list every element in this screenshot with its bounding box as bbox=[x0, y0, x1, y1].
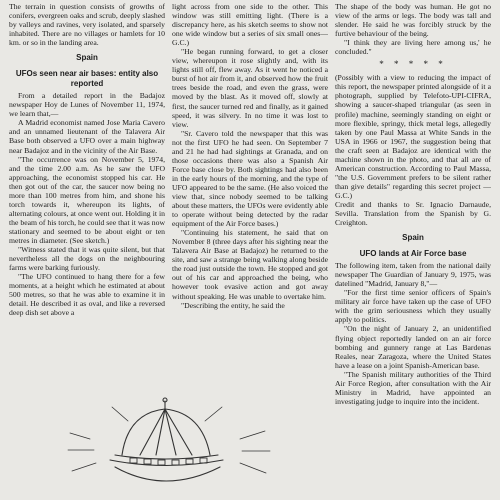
paragraph: (Possibly with a view to reducing the impact of this report, the newspaper printed alongside of it a photograph, supplied by Telefoto-UPI-CIFRA, showing a saucer-shaped triangular (as seen in profile) machine, seemingly standing on eight or more flexible, springy, thick metal legs, allegedly taken by one Paul Massa at White Sands in the USA in 1966 or 1967, the suggestion being that the craft seen at Badajoz are identical with the machine shown in the photo, and that all are of American construction. According to Paul Massa, "the U.S. Government prefers to be silent rather than give details" regarding this secret project —G.C.) bbox=[335, 73, 491, 200]
intro-paragraph: The terrain in question consists of growths of conifers, evergreen oaks and scrub, deeply slashed by valleys and ravines, very isolated, and sparsely inhabited. There are no villages or hamlets for 10 km. or so in the landing area. bbox=[9, 2, 165, 48]
paragraph: The shape of the body was human. He got no view of the arms or legs. The body was tall and slender. He said he was forcibly struck by the furtive behaviour of the being. bbox=[335, 2, 491, 39]
article-title: UFO lands at Air Force base bbox=[359, 249, 467, 259]
paragraph: "Continuing his statement, he said that on November 8 (three days after his sighting near the Talavera Air Base at Badajoz) he returned to the site, and saw a strange being walking along beside the road just outside the town. He stopped and got out of his car and approached the being, who however took evasive action and got away without speaking. He was unable to overtake him. bbox=[172, 228, 328, 301]
credit-paragraph: Credit and thanks to Sr. Ignacio Darnaude, Sevilla. Translation from the Spanish by G. Creighton. bbox=[335, 199, 491, 228]
paragraph: "Sr. Cavero told the newspaper that this was not the first UFO he had seen. On September 7 and 21 he had had sightings at Granada, and on those occasions there was also a Spanish Air Force base close by. Both sightings had also been in the early hours of the morning, and the type of UFO appeared to be the same. (He also voiced the view that, since nobody seemed to be talking about these matters, the UFOs were evidently able to operate without being detected by the radar equipment of the Air Force bases.) bbox=[172, 128, 328, 229]
paragraph: The following item, taken from the national daily newspaper The Guardian of January 9, 1975, was datelined "Madrid, January 8,"— bbox=[335, 261, 491, 289]
paragraph: "Witness stated that it was quite silent, but that nevertheless all the dogs on the neighbouring farms were barking furiously. bbox=[9, 245, 165, 273]
paragraph: From a detailed report in the Badajoz newspaper Hoy de Lunes of November 11, 1974, we learn that,— bbox=[9, 91, 165, 119]
section-separator: * * * * * bbox=[379, 59, 447, 70]
paragraph: "Describing the entity, he said the bbox=[181, 300, 285, 310]
paragraph: "I think they are living here among us,' he concluded." bbox=[335, 38, 491, 57]
section-country-heading: Spain bbox=[76, 53, 98, 63]
paragraph: "The Spanish military authorities of the Third Air Force Region, after consultation with the Air Ministry in Madrid, have appointed an investigating judge to inquire into the incident. bbox=[335, 369, 491, 406]
column-3 bbox=[335, 2, 491, 500]
ufo-sketch bbox=[60, 395, 290, 500]
paragraph: "He began running forward, to get a closer view, whereupon it rose slightly and, with its lights still off, flew away. As it went he noticed a burst of hot air from it, and observed how the fruit trees beside the road, and even the grass, were moved by the blast. As it moved off, slowly at first, the saucer turned red and finally, as it gained speed, it was silvery. In no time it was lost to view. bbox=[172, 47, 328, 129]
paragraph: light across from one side to the other. This window was still emitting light. (There is a discrepancy here, as his sketch seems to show not one wide window but a series of six small ones—G.C.) bbox=[172, 2, 328, 48]
paragraph: A Madrid economist named Jose Maria Cavero and an unnamed lieutenant of the Talavera Air Base both observed a UFO over a main highway near Badajoz and in the vicinity of the Air Base. bbox=[9, 118, 165, 155]
paragraph: "On the night of January 2, an unidentified flying object reportedly landed on an air force bombing and gunnery range at Las Bardenas Reales, near Zaragoza, where the United States have a lease on a joint Spanish-American base. bbox=[335, 324, 491, 370]
paragraph: "The UFO continued to hang there for a few moments, at a height which he estimated at about 500 metres, so that he was able to examine it in detail. He described it as oval, and like a reversed deep dish set above a bbox=[9, 272, 165, 318]
article-title: UFOs seen near air bases: entity also reported bbox=[15, 69, 159, 89]
section-country-heading: Spain bbox=[402, 233, 424, 243]
paragraph: "The occurrence was on November 5, 1974, and the time 2.00 a.m. As he saw the UFO approaching, the economist stopped his car. He then got out of the car, the saucer now being no more than 100 metres from him, and shone his torch towards it, whereupon its lights, of alternating colours, at once went out. Holding it in the beam of his torch, he could see that it was now stationary and seemed to be about eight or ten metres in diameter. (See sketch.) bbox=[9, 154, 165, 245]
paragraph: "For the first time senior officers of Spain's military air force have taken up the case of UFO with the grim seriousness which they usually apply to politics. bbox=[335, 288, 491, 325]
